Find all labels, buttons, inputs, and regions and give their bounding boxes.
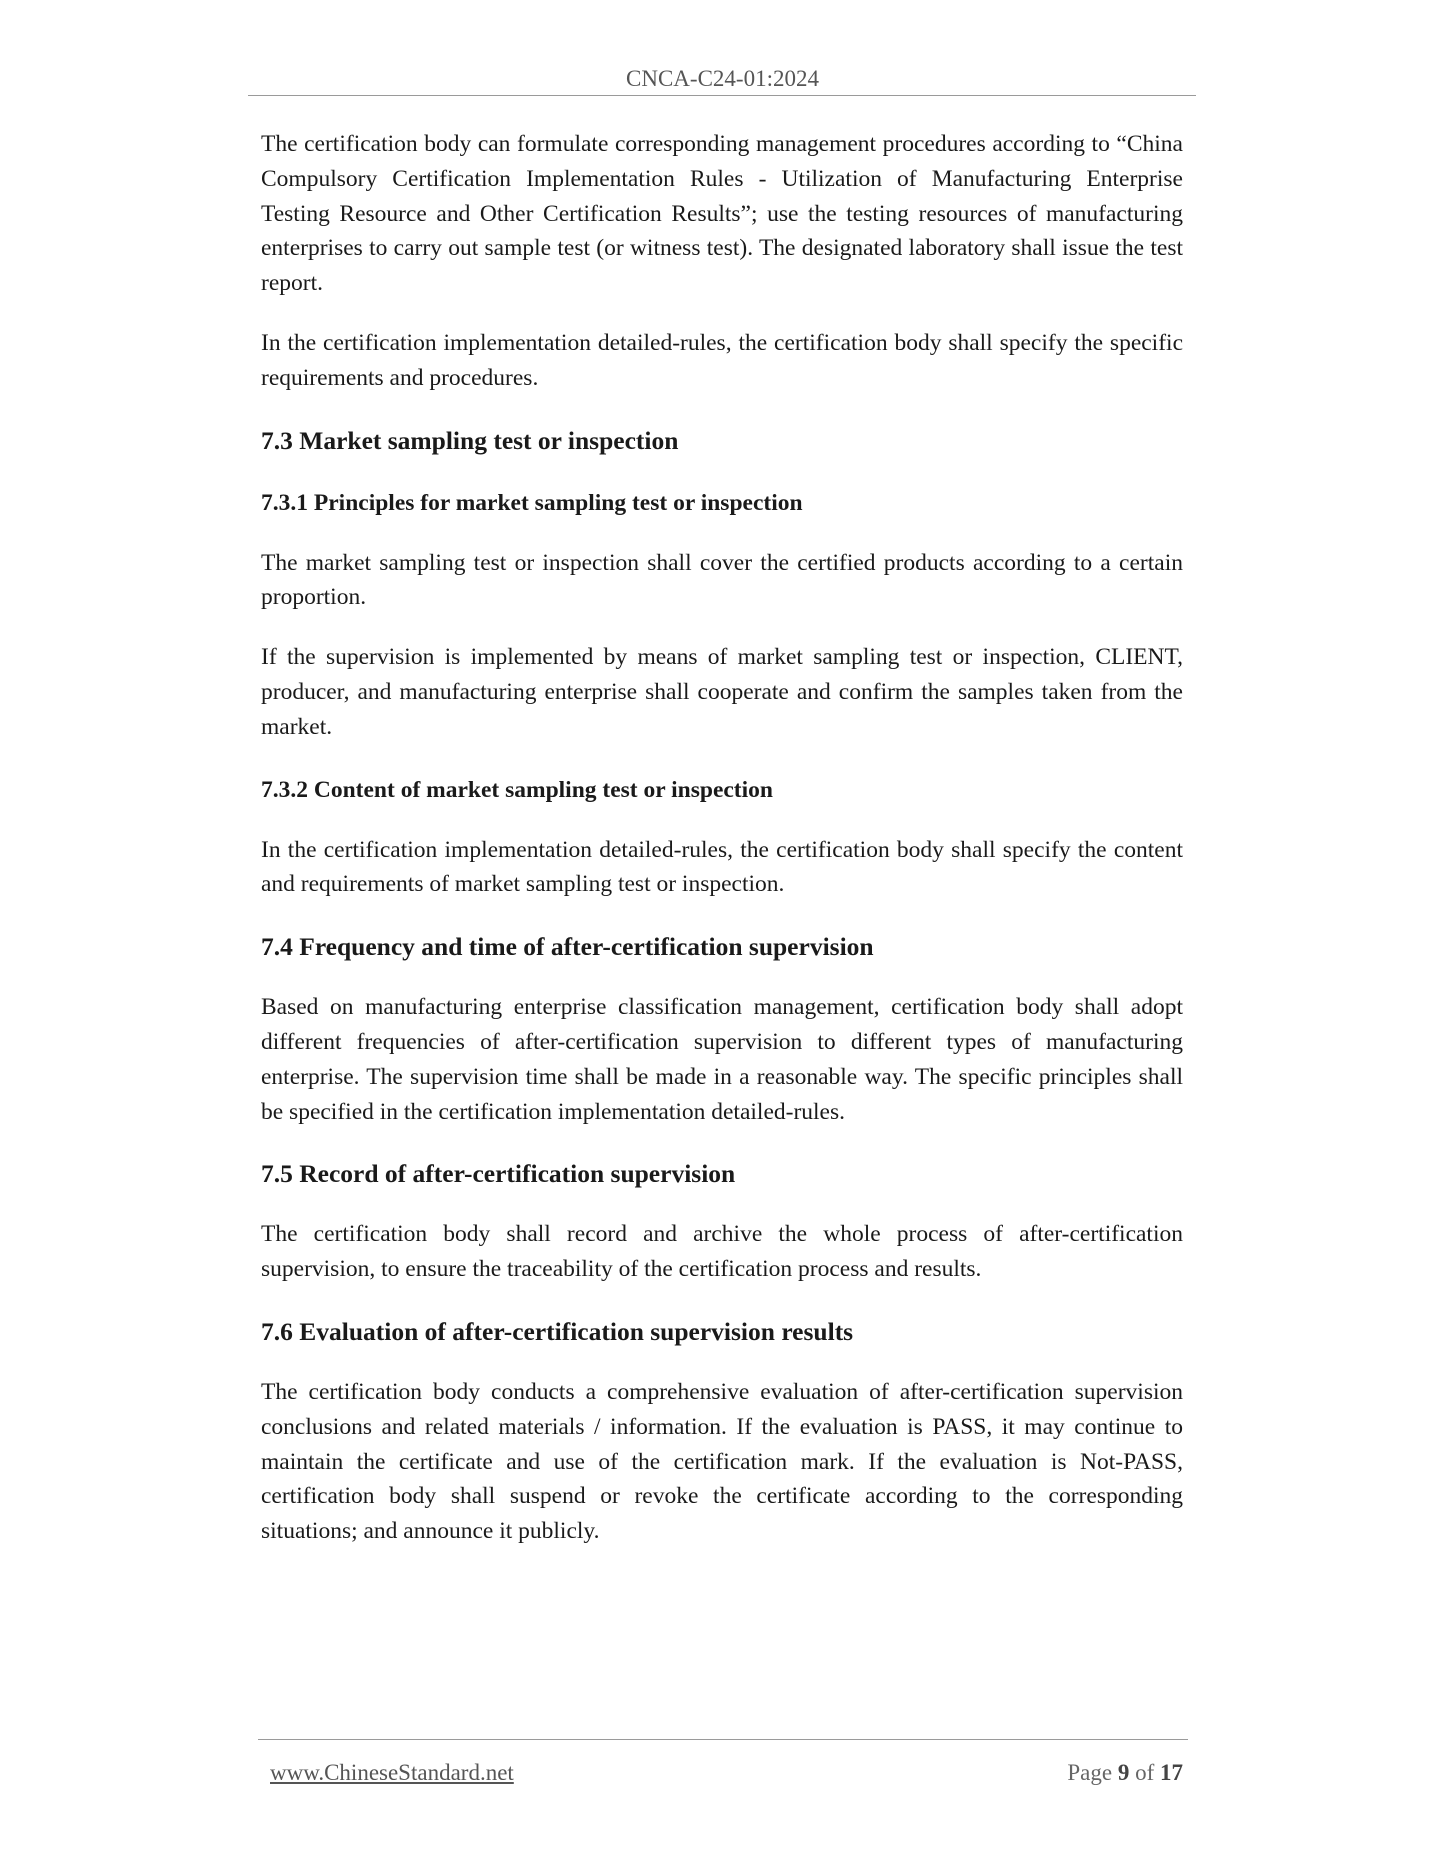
- page-number: [1067, 1758, 1183, 1788]
- paragraph-testing-resources: The certification body can formulate corresponding management procedures according to “China Compulsory Certification Implementation Rules - Utilization of Manufacturing Enterprise Testing Resource and Other Certification Results”; use the testing resources of manufacturing enterprises to carry out sample test (or witness test). The designated laboratory shall issue the test report.: [261, 131, 1183, 297]
- heading-7-3-1: 7.3.1 Principles for market sampling test or inspection: [261, 489, 803, 516]
- footer-divider: [258, 1739, 1188, 1740]
- paragraph-detailed-rules-requirements: In the certification implementation detailed-rules, the certification body shall specify the specific requirements and procedures.: [261, 329, 1183, 391]
- heading-7-3: 7.3 Market sampling test or inspection: [261, 425, 679, 455]
- paragraph-sampling-cooperation: If the supervision is implemented by means of market sampling test or inspection, CLIENT, producer, and manufacturing enterprise shall cooperate and confirm the samples taken from the market.: [261, 644, 1183, 740]
- website-link[interactable]: www.ChineseStandard.net: [270, 1760, 514, 1785]
- page-total: 17: [1160, 1760, 1183, 1785]
- heading-7-3-2: 7.3.2 Content of market sampling test or inspection: [261, 776, 773, 803]
- heading-7-6: 7.6 Evaluation of after-certification supervision results: [261, 1316, 854, 1346]
- paragraph-supervision-record: The certification body shall record and archive the whole process of after-certification supervision, to ensure the traceability of the certification process and results.: [261, 1221, 1183, 1283]
- heading-7-4: 7.4 Frequency and time of after-certification supervision: [261, 932, 874, 962]
- document-code-header: CNCA-C24-01:2024: [626, 66, 819, 91]
- paragraph-supervision-evaluation: The certification body conducts a comprehensive evaluation of after-certification supervision conclusions and related materials / information. If the evaluation is PASS, it may continue to maintain the certificate and use of the certification mark. If the evaluation is Not-PASS, certification body shall suspend or revoke the certificate according to the corresponding situations; and announce it publicly.: [261, 1378, 1183, 1545]
- page-content: [261, 127, 1183, 1549]
- page-current: 9: [1117, 1760, 1130, 1785]
- paragraph-supervision-frequency: Based on manufacturing enterprise classification management, certification body shall adopt different frequencies of after-certification supervision to different types of manufacturing enterprise. The supervision time shall be made in a reasonable way. The specific principles shall be specified in the certification implementation detailed-rules.: [261, 994, 1183, 1125]
- heading-7-5: 7.5 Record of after-certification supervision: [261, 1159, 736, 1189]
- header-divider: [248, 95, 1196, 96]
- paragraph-sampling-coverage: The market sampling test or inspection shall cover the certified products according to a certain proportion.: [261, 549, 1183, 611]
- of-label: of: [1135, 1760, 1155, 1785]
- page-label: Page: [1067, 1760, 1113, 1785]
- paragraph-sampling-content: In the certification implementation detailed-rules, the certification body shall specify the content and requirements of market sampling test or inspection.: [261, 836, 1183, 898]
